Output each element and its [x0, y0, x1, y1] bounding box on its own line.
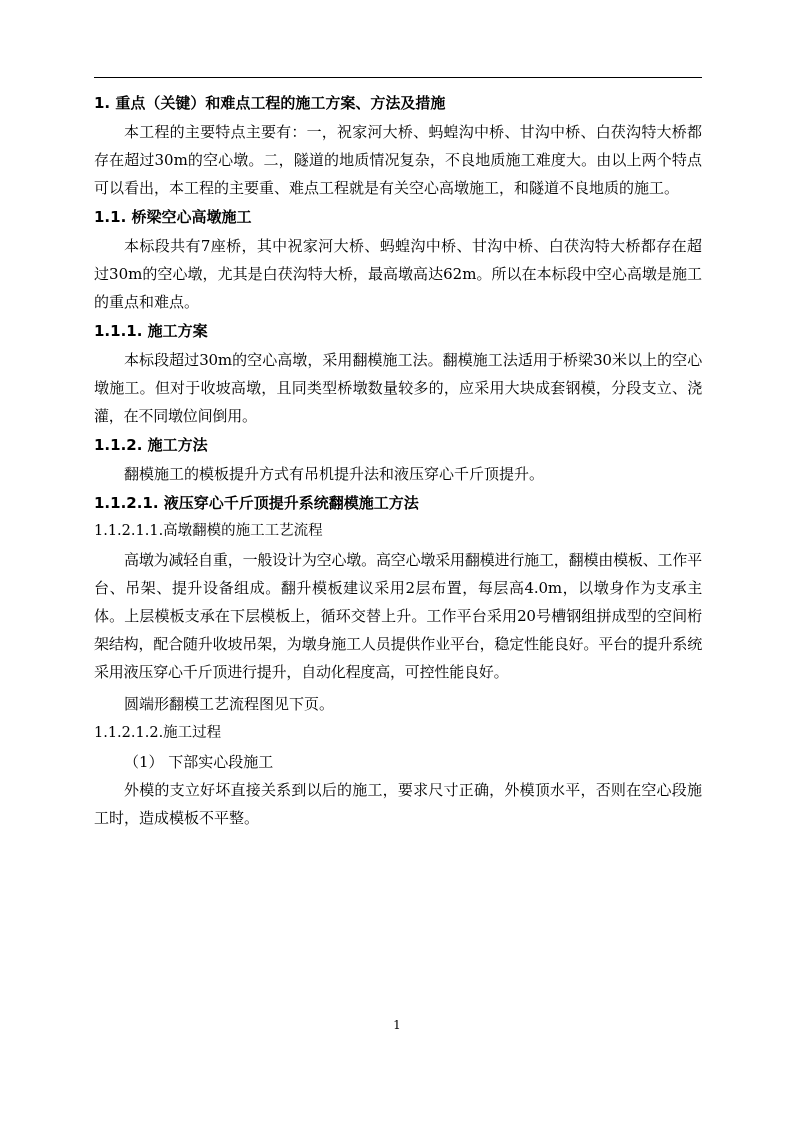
paragraph-method: 翻模施工的模板提升方式有吊机提升法和液压穿心千斤顶提升。	[124, 465, 545, 483]
heading-1-1-2-1: 1.1.2.1. 液压穿心千斤顶提升系统翻模施工方法	[94, 494, 419, 512]
paragraph-bridges: 本标段共有7座桥，其中祝家河大桥、蚂蝗沟中桥、甘沟中桥、白茯沟特大桥都存在超过30m的空心墩，尤其是白茯沟特大桥，最高墩高达62m。所以在本标段中空心高墩是施工的重点和难点。	[94, 237, 702, 311]
heading-1: 1. 重点（关键）和难点工程的施工方案、方法及措施	[94, 94, 446, 112]
heading-1-1-1: 1.1.1. 施工方案	[94, 322, 208, 340]
subheading-construction-process: 1.1.2.1.2.施工过程	[94, 725, 222, 741]
subheading-process-flow: 1.1.2.1.1.高墩翻模的施工工艺流程	[94, 523, 323, 539]
heading-1-1-2: 1.1.2. 施工方法	[94, 436, 208, 454]
paragraph-construction-plan: 本标段超过30m的空心高墩，采用翻模施工法。翻模施工法适用于桥梁30米以上的空心墩施工。但对于收坡高墩，且同类型桥墩数量较多的，应采用大块成套钢模，分段支立、浇灌，在不同墩位间倒用。	[94, 351, 702, 425]
paragraph-outer-formwork: 外模的支立好坏直接关系到以后的施工，要求尺寸正确，外模顶水平，否则在空心段施工时，造成模板不平整。	[94, 781, 702, 827]
document-body	[94, 88, 702, 832]
page-number: 1	[393, 1018, 401, 1032]
list-item-lower-solid-section: （1） 下部实心段施工	[124, 753, 274, 771]
heading-1-1: 1.1. 桥梁空心高墩施工	[94, 208, 252, 226]
paragraph-intro: 本工程的主要特点主要有：一，祝家河大桥、蚂蝗沟中桥、甘沟中桥、白茯沟特大桥都存在超过30m的空心墩。二，隧道的地质情况复杂，不良地质施工难度大。由以上两个特点可以看出，本工程的主要重、难点工程就是有关空心高墩施工，和隧道不良地质的施工。	[94, 123, 702, 197]
header-rule	[94, 77, 702, 78]
paragraph-high-pier: 高墩为减轻自重，一般设计为空心墩。高空心墩采用翻模进行施工，翻模由模板、工作平台、吊架、提升设备组成。翻升模板建议采用2层布置，每层高4.0m，以墩身作为支承主体。上层模板支承在下层模板上，循环交替上升。工作平台采用20号槽钢组拼成型的空间桁架结构，配合随升收坡吊架，为墩身施工人员提供作业平台，稳定性能良好。平台的提升系统采用液压穿心千斤顶进行提升，自动化程度高，可控性能良好。	[94, 551, 702, 681]
paragraph-flowchart-note: 圆端形翻模工艺流程图见下页。	[124, 695, 335, 713]
